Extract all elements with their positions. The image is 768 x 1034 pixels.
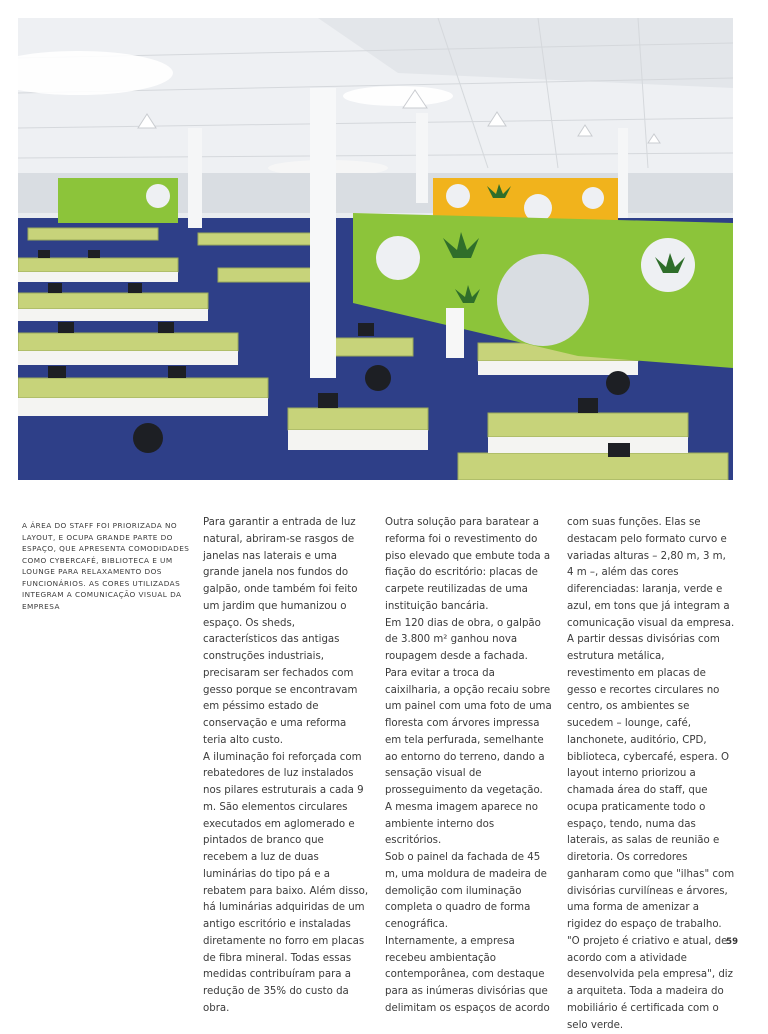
paragraph: com suas funções. Elas se destacam pelo formato curvo e variadas alturas – 2,80 m, 3 m, 4 m –, além das cores diferenciadas: laranja, verde e azul, em tons que já integram a comunicação visual da empresa.	[567, 517, 735, 629]
paragraph: Sob o painel da fachada de 45 m, uma moldura de madeira de demolição com iluminação completa o quadro de forma cenográfica.	[385, 852, 547, 930]
office-photo	[18, 18, 733, 480]
paragraph: Internamente, a empresa recebeu ambientação contemporânea, com destaque para as inúmeras divisórias que delimitam os espaços de acordo	[385, 935, 550, 1014]
paragraph: A mesma imagem aparece no ambiente interno dos escritórios.	[385, 801, 538, 847]
paragraph: Outra solução para baratear a reforma foi o revestimento do piso elevado que embute toda a fiação do escritório: placas de carpete reutilizadas de uma instituição bancária.	[385, 517, 551, 612]
office-photo-illustration	[18, 18, 733, 480]
paragraph: A iluminação foi reforçada com rebatedores de luz instalados nos pilares estruturais a cada 9 m. São elementos circulares executados em aglomerado e pintados de branco que recebem a luz de duas luminárias do tipo pá e a rebatem para baixo. Além disso, há luminárias adquiridas de um antigo escritório e instaladas diretamente no forro em placas de fibra mineral. Todas essas medidas contribuíram para a redução de 35% do custo da obra.	[203, 751, 369, 1014]
paragraph: A partir dessas divisórias com estrutura metálica, revestimento em placas de gesso e recortes circulares no centro, os ambientes se sucedem – lounge, café, lanchonete, auditório, CPD, biblioteca, cybercafé, espera. O layout interno priorizou a chamada área do staff, que ocupa praticamente todo o espaço, tendo, numa das laterais, as salas de reunião e diretoria. Os corredores ganharam como que "ilhas" com divisórias curvilíneas e árvores, uma forma de amenizar a rigidez do espaço de trabalho. "O projeto é criativo e atual, de acordo com a atividade desenvolvida pela empresa", diz a arquiteta. Toda a madeira do mobiliário é certificada com o selo verde.	[567, 634, 735, 1031]
paragraph: Em 120 dias de obra, o galpão de 3.800 m² ganhou nova roupagem desde a fachada. Para evitar a troca da caixilharia, a opção recaiu sobre um painel com uma foto de uma floresta com árvores impressa em tela perfurada, semelhante ao entorno do terreno, dando a sensação visual de prosseguimento da vegetação.	[385, 617, 552, 796]
text-column-2	[385, 515, 553, 1018]
photo-caption: A ÁREA DO STAFF FOI PRIORIZADA NO LAYOUT, E OCUPA GRANDE PARTE DO ESPAÇO, QUE APRESENTA COMODIDADES COMO CYBERCAFÉ, BIBLIOTECA E UM LOUNGE PARA RELAXAMENTO DOS FUNCIONÁRIOS. AS CORES UTILIZADAS INTEGRAM A COMUNICAÇÃO VISUAL DA EMPRESA	[22, 521, 190, 611]
text-column-1	[203, 515, 371, 1018]
page-number: 59	[726, 937, 738, 947]
paragraph: Para garantir a entrada de luz natural, abriram-se rasgos de janelas nas laterais e uma grande janela nos fundos do galpão, onde também foi feito um jardim que humanizou o espaço. Os sheds, característicos das antigas construções industriais, precisaram ser fechados com gesso porque se encontravam em péssimo estado de conservação e uma reforma teria alto custo.	[203, 517, 358, 746]
text-column-3	[567, 515, 735, 1034]
